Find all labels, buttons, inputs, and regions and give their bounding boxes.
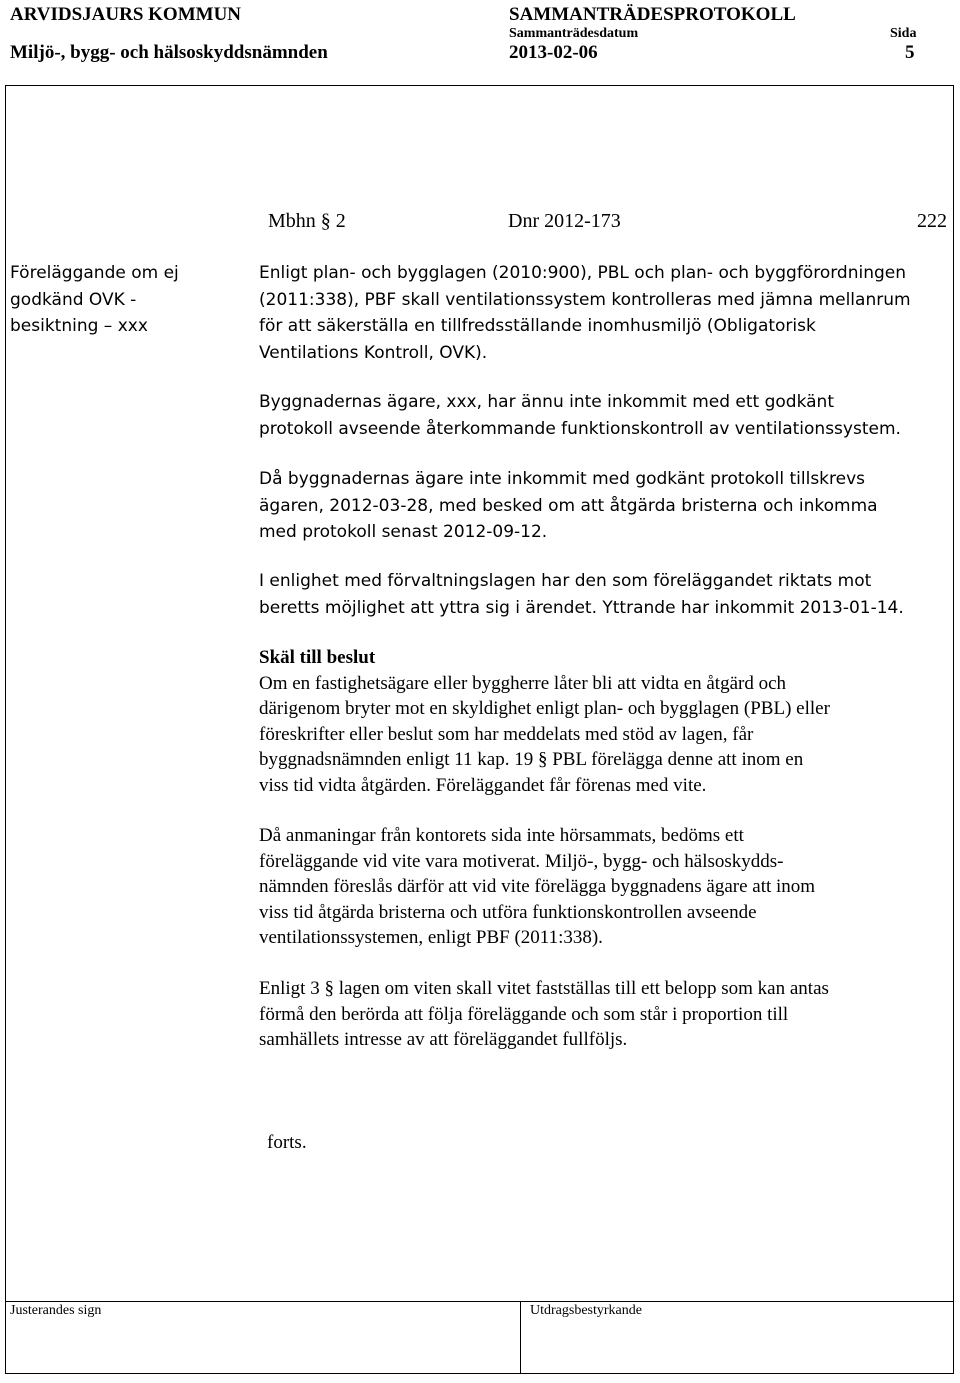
text-line: (2011:338), PBF skall ventilationssystem kontrolleras med jämna mellanrum: [259, 289, 911, 310]
text-line: ventilationssystemen, enligt PBF (2011:338).: [259, 927, 603, 948]
text-line: Enligt 3 § lagen om viten skall vitet fastställas till ett belopp som kan antas: [259, 978, 829, 999]
text-line: byggnadsnämnden enligt 11 kap. 19 § PBL förelägga denne att inom en: [259, 749, 804, 770]
text-line: därigenom bryter mot en skyldighet enligt plan- och bygglagen (PBL) eller: [259, 698, 830, 719]
certified-extract-label: Utdragsbestyrkande: [530, 1303, 642, 1318]
paragraph-hearing: [259, 568, 954, 621]
text-line: förmå den berörda att följa föreläggande och som står i proportion till: [259, 1003, 789, 1025]
text-line: nämnden föreslås därför att vid vite förelägga byggnadens ägare att inom: [259, 876, 816, 897]
paragraph-fine-law: [259, 976, 954, 1053]
meeting-date: 2013-02-06: [509, 42, 598, 63]
text-line: Byggnadernas ägare, xxx, har ännu inte inkommit med ett godkänt: [259, 392, 834, 412]
page-number: 5: [905, 42, 915, 63]
section-heading: Skäl till beslut: [259, 647, 376, 668]
diary-number: Dnr 2012-173: [508, 210, 621, 232]
paragraph-motivation: [259, 823, 954, 951]
side-heading-line: godkänd OVK -: [10, 289, 137, 310]
paragraph-notice: [259, 466, 954, 546]
adjuster-signature-label: Justerandes sign: [10, 1303, 102, 1318]
text-line: föreläggande vid vite vara motiverat. Miljö-, bygg- och hälsoskydds-: [259, 850, 784, 872]
continued-marker: [267, 1130, 960, 1156]
side-heading-line: Föreläggande om ej: [10, 263, 179, 283]
text-line: Om en fastighetsägare eller byggherre låter bli att vidta en åtgärd och: [259, 672, 787, 694]
text-line: viss tid vidta åtgärden. Föreläggandet får förenas med vite.: [259, 774, 707, 796]
text-line: Då byggnadernas ägare inte inkommit med godkänt protokoll tillskrevs: [259, 469, 866, 489]
case-number: 222: [917, 210, 947, 232]
text-line: ägaren, 2012-03-28, med besked om att åtgärda bristerna och inkomma: [259, 495, 878, 516]
document-title: SAMMANTRÄDESPROTOKOLL: [509, 4, 796, 25]
text-line: för att säkerställa en tillfredsställande inomhusmiljö (Obligatorisk: [259, 316, 816, 336]
reasons-section: [259, 645, 954, 798]
text-line: med protokoll senast 2012-09-12.: [259, 522, 548, 542]
footer-divider: [520, 1301, 521, 1373]
text-line: samhällets intresse av att föreläggandet fullföljs.: [259, 1029, 628, 1050]
text-line: beretts möjlighet att yttra sig i ärendet. Yttrande har inkommit 2013-01-14.: [259, 597, 904, 618]
text-line: Enligt plan- och bygglagen (2010:900), PBL och plan- och byggförordningen: [259, 263, 907, 283]
paragraph-legal-basis: [259, 260, 954, 366]
continued-text: forts.: [267, 1132, 307, 1153]
side-heading: [10, 260, 210, 340]
board-name: Miljö-, bygg- och hälsoskyddsnämnden: [10, 42, 328, 63]
text-line: Ventilations Kontroll, OVK).: [259, 342, 488, 363]
paragraph-owner-status: [259, 389, 954, 442]
side-heading-line: besiktning – xxx: [10, 316, 148, 336]
document-header: [0, 0, 960, 85]
meeting-date-label: Sammanträdesdatum: [509, 26, 639, 41]
text-line: föreskrifter eller beslut som har meddelats med stöd av lagen, får: [259, 723, 754, 745]
text-line: viss tid åtgärda bristerna och utföra funktionskontrollen avseende: [259, 901, 757, 923]
text-line: protokoll avseende återkommande funktionskontroll av ventilationssystem.: [259, 418, 901, 439]
organization-name: ARVIDSJAURS KOMMUN: [10, 4, 242, 25]
text-line: Då anmaningar från kontorets sida inte hörsammats, bedöms ett: [259, 825, 744, 846]
text-line: I enlighet med förvaltningslagen har den som föreläggandet riktats mot: [259, 571, 872, 591]
page-label: Sida: [890, 26, 917, 41]
footer-rule: [5, 1301, 954, 1302]
paragraph-reference: Mbhn § 2: [268, 210, 346, 232]
